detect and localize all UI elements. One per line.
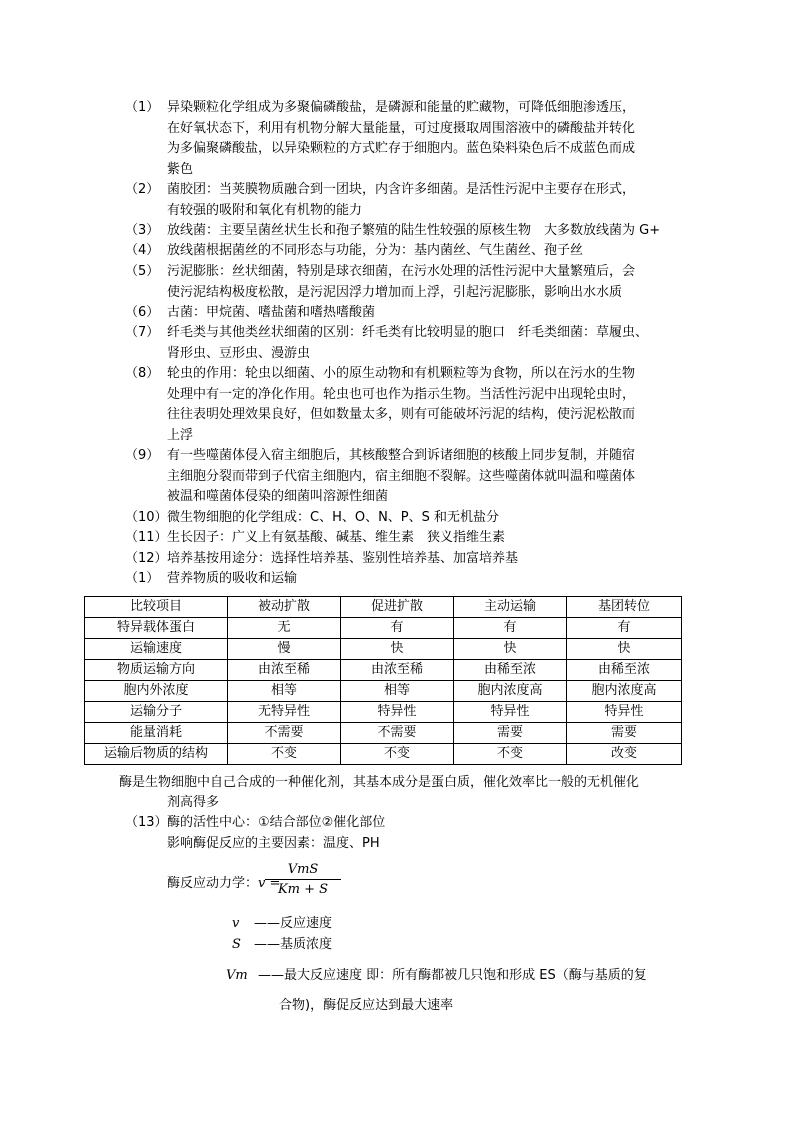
list-item-text bbox=[167, 241, 685, 262]
table-row bbox=[85, 660, 682, 681]
list-item-line: 污泥膨胀：丝状细菌，特别是球衣细菌，在污水处理的活性污泥中大量繁殖后，会 bbox=[167, 264, 636, 279]
enzyme-definition-line1: 酶是生物细胞中自己合成的一种催化剂，其基本成分是蛋白质，催化效率比一般的无机催化 bbox=[119, 775, 640, 790]
table-row-label: 运输速度 bbox=[85, 639, 228, 660]
table-row-label: 特异载体蛋白 bbox=[85, 618, 228, 639]
table-cell: 不变 bbox=[454, 744, 567, 765]
definition-text: ——基质浓度 bbox=[254, 937, 333, 952]
table-cell: 不需要 bbox=[228, 723, 341, 744]
list-item bbox=[125, 262, 685, 303]
list-item-line: 放线菌根据菌丝的不同形态与功能，分为：基内菌丝、气生菌丝、孢子丝 bbox=[167, 243, 584, 258]
list-item-text bbox=[167, 508, 685, 529]
list-item-number: （12） bbox=[125, 551, 168, 566]
table-header-cell: 被动扩散 bbox=[228, 597, 341, 618]
table-cell: 需要 bbox=[567, 723, 682, 744]
table-cell: 由稀至浓 bbox=[567, 660, 682, 681]
list-item-line: 纤毛类与其他类丝状细菌的区别：纤毛类有比较明显的胞口 纤毛类细菌：草履虫、 bbox=[167, 325, 649, 340]
table-cell: 慢 bbox=[228, 639, 341, 660]
kinetics-label-text: 酶反应动力学： bbox=[167, 876, 259, 891]
enzyme-factors: 影响酶促反应的主要因素：温度、PH bbox=[167, 836, 380, 851]
table-cell: 改变 bbox=[567, 744, 682, 765]
table-row-label: 物质运输方向 bbox=[85, 660, 228, 681]
table-row bbox=[85, 702, 682, 723]
table-header-cell: 比较项目 bbox=[85, 597, 228, 618]
list-item-text bbox=[167, 549, 685, 570]
table-cell: 不需要 bbox=[341, 723, 454, 744]
definition-symbol: Vm bbox=[226, 968, 248, 983]
table-row-label: 运输后物质的结构 bbox=[85, 744, 228, 765]
list-item-line: 营养物质的吸收和运输 bbox=[167, 571, 298, 586]
list-item-line: 古菌：甲烷菌、嗜盐菌和嗜热嗜酸菌 bbox=[167, 305, 376, 320]
list-item-number: （1） bbox=[125, 571, 160, 586]
list-item-line: 有一些噬菌体侵入宿主细胞后，其核酸整合到诉诸细胞的核酸上同步复制，并随宿 bbox=[167, 448, 636, 463]
list-item bbox=[125, 221, 685, 242]
list-item-text bbox=[167, 98, 685, 180]
list-item-number: （4） bbox=[125, 243, 160, 258]
table-cell: 无特异性 bbox=[228, 702, 341, 723]
table-header-row bbox=[85, 597, 682, 618]
list-item-number: （8） bbox=[125, 366, 160, 381]
list-item-text bbox=[167, 323, 685, 364]
list-item bbox=[125, 364, 685, 446]
table-cell: 由浓至稀 bbox=[228, 660, 341, 681]
table-row-label: 能量消耗 bbox=[85, 723, 228, 744]
table-row-label: 胞内外浓度 bbox=[85, 681, 228, 702]
definition-text: ——反应速度 bbox=[254, 916, 333, 931]
table-cell: 胞内浓度高 bbox=[454, 681, 567, 702]
list-item-line: 使污泥结构极度松散，是污泥因浮力增加而上浮，引起污泥膨胀，影响出水水质 bbox=[167, 284, 623, 300]
table-row bbox=[85, 681, 682, 702]
list-item-text bbox=[167, 221, 685, 242]
table-cell: 有 bbox=[454, 618, 567, 639]
table-cell: 不变 bbox=[341, 744, 454, 765]
list-item bbox=[125, 549, 685, 570]
list-item bbox=[125, 446, 685, 508]
list-item-line: 放线菌：主要呈菌丝状生长和孢子繁殖的陆生性较强的原核生物 大多数放线菌为 G+ bbox=[167, 223, 661, 238]
list-item-line: 有较强的吸附和氧化有机物的能力 bbox=[167, 202, 363, 218]
transport-comparison-table bbox=[84, 596, 682, 765]
definition-v bbox=[232, 914, 332, 935]
list-item-line: 生长因子：广义上有氨基酸、碱基、维生素 狭义指维生素 bbox=[167, 530, 506, 545]
table-row bbox=[85, 618, 682, 639]
list-item-text bbox=[167, 262, 685, 303]
table-cell: 由稀至浓 bbox=[454, 660, 567, 681]
list-item-text bbox=[167, 446, 685, 508]
list-item-number: （1） bbox=[125, 100, 160, 115]
list-item bbox=[125, 323, 685, 364]
list-item-line: 为多偏聚磷酸盐，以异染颗粒的方式贮存于细胞内。蓝色染料染色后不成蓝色而成 bbox=[167, 141, 636, 156]
table-cell: 快 bbox=[454, 639, 567, 660]
list-item-number: （7） bbox=[125, 325, 160, 340]
table-cell: 特异性 bbox=[454, 702, 567, 723]
table-row bbox=[85, 723, 682, 744]
enzyme-active-center: 酶的活性中心：①结合部位②催化部位 bbox=[167, 815, 386, 830]
item-13-number: （13） bbox=[125, 815, 168, 830]
list-item bbox=[125, 569, 685, 590]
list-item-line: 轮虫的作用：轮虫以细菌、小的原生动物和有机颗粒等为食物，所以在污水的生物 bbox=[167, 366, 636, 381]
list-item-text bbox=[167, 303, 685, 324]
kinetics-label bbox=[167, 874, 280, 895]
list-item bbox=[125, 180, 685, 221]
michaelis-menten-fraction bbox=[265, 862, 341, 897]
table-row-label: 运输分子 bbox=[85, 702, 228, 723]
table-header-cell: 促进扩散 bbox=[341, 597, 454, 618]
list-item-line: 肾形虫、豆形虫、漫游虫 bbox=[167, 345, 311, 361]
list-item-text bbox=[167, 569, 685, 590]
list-item-line: 主细胞分裂而带到子代宿主细胞内，宿主细胞不裂解。这些噬菌体就叫温和噬菌体 bbox=[167, 468, 636, 484]
list-item-number: （5） bbox=[125, 264, 160, 279]
list-item-line: 菌胶团：当荚膜物质融合到一团块，内含许多细菌。是活性污泥中主要存在形式， bbox=[167, 182, 636, 197]
formula-numerator: VmS bbox=[287, 862, 319, 877]
table-cell: 需要 bbox=[454, 723, 567, 744]
list-item-number: （2） bbox=[125, 182, 160, 197]
definition-vm bbox=[226, 966, 647, 987]
definition-vm-continued: 合物)，酶促反应达到最大速率 bbox=[279, 998, 454, 1013]
table-header-cell: 基团转位 bbox=[567, 597, 682, 618]
list-item bbox=[125, 508, 685, 529]
list-item bbox=[125, 528, 685, 549]
table-cell: 快 bbox=[341, 639, 454, 660]
list-item bbox=[125, 303, 685, 324]
table-cell: 特异性 bbox=[567, 702, 682, 723]
table-cell: 相等 bbox=[228, 681, 341, 702]
list-item-line: 微生物细胞的化学组成：C、H、O、N、P、S 和无机盐分 bbox=[167, 510, 500, 525]
definition-s bbox=[232, 935, 332, 956]
formula-denominator: Km + S bbox=[277, 882, 329, 897]
list-item-line: 培养基按用途分：选择性培养基、鉴别性培养基、加富培养基 bbox=[167, 551, 519, 566]
list-item bbox=[125, 241, 685, 262]
list-item-line: 被温和噬菌体侵染的细菌叫溶源性细菌 bbox=[167, 489, 389, 504]
list-item-number: （10） bbox=[125, 510, 168, 525]
table-cell: 有 bbox=[341, 618, 454, 639]
definition-symbol: v bbox=[232, 916, 240, 931]
table-cell: 无 bbox=[228, 618, 341, 639]
list-item-line: 在好氧状态下，利用有机物分解大量能量，可过度摄取周围溶液中的磷酸盐并转化 bbox=[167, 120, 636, 136]
table-row bbox=[85, 744, 682, 765]
list-item bbox=[125, 98, 685, 180]
enzyme-definition-line2: 剂高得多 bbox=[167, 795, 220, 810]
list-item-line: 处理中有一定的净化作用。轮虫也可也作为指示生物。当活性污泥中出现轮虫时， bbox=[167, 386, 636, 402]
formula-lhs: v = bbox=[258, 876, 281, 891]
table-cell: 不变 bbox=[228, 744, 341, 765]
table-cell: 相等 bbox=[341, 681, 454, 702]
list-item-number: （6） bbox=[125, 305, 160, 320]
list-item-number: （9） bbox=[125, 448, 160, 463]
list-item-line: 异染颗粒化学组成为多聚偏磷酸盐，是磷源和能量的贮藏物，可降低细胞渗透压， bbox=[167, 100, 636, 115]
definition-text: ——最大反应速度 即：所有酶都被几只饱和形成 ES（酶与基质的复 bbox=[258, 968, 647, 983]
table-cell: 有 bbox=[567, 618, 682, 639]
table-cell: 胞内浓度高 bbox=[567, 681, 682, 702]
definition-symbol: S bbox=[232, 937, 241, 952]
table-cell: 由浓至稀 bbox=[341, 660, 454, 681]
list-item-text bbox=[167, 364, 685, 446]
list-item-line: 紫色 bbox=[167, 161, 194, 177]
list-item-line: 往往表明处理效果良好，但如数量太多，则有可能破坏污泥的结构，使污泥松散而 bbox=[167, 407, 636, 422]
list-item-number: （3） bbox=[125, 223, 160, 238]
list-item-text bbox=[167, 528, 685, 549]
list-item-text bbox=[167, 180, 685, 221]
list-item-line: 上浮 bbox=[167, 427, 194, 443]
list-item-number: （11） bbox=[125, 530, 168, 545]
table-cell: 特异性 bbox=[341, 702, 454, 723]
table-row bbox=[85, 639, 682, 660]
table-cell: 快 bbox=[567, 639, 682, 660]
table-header-cell: 主动运输 bbox=[454, 597, 567, 618]
